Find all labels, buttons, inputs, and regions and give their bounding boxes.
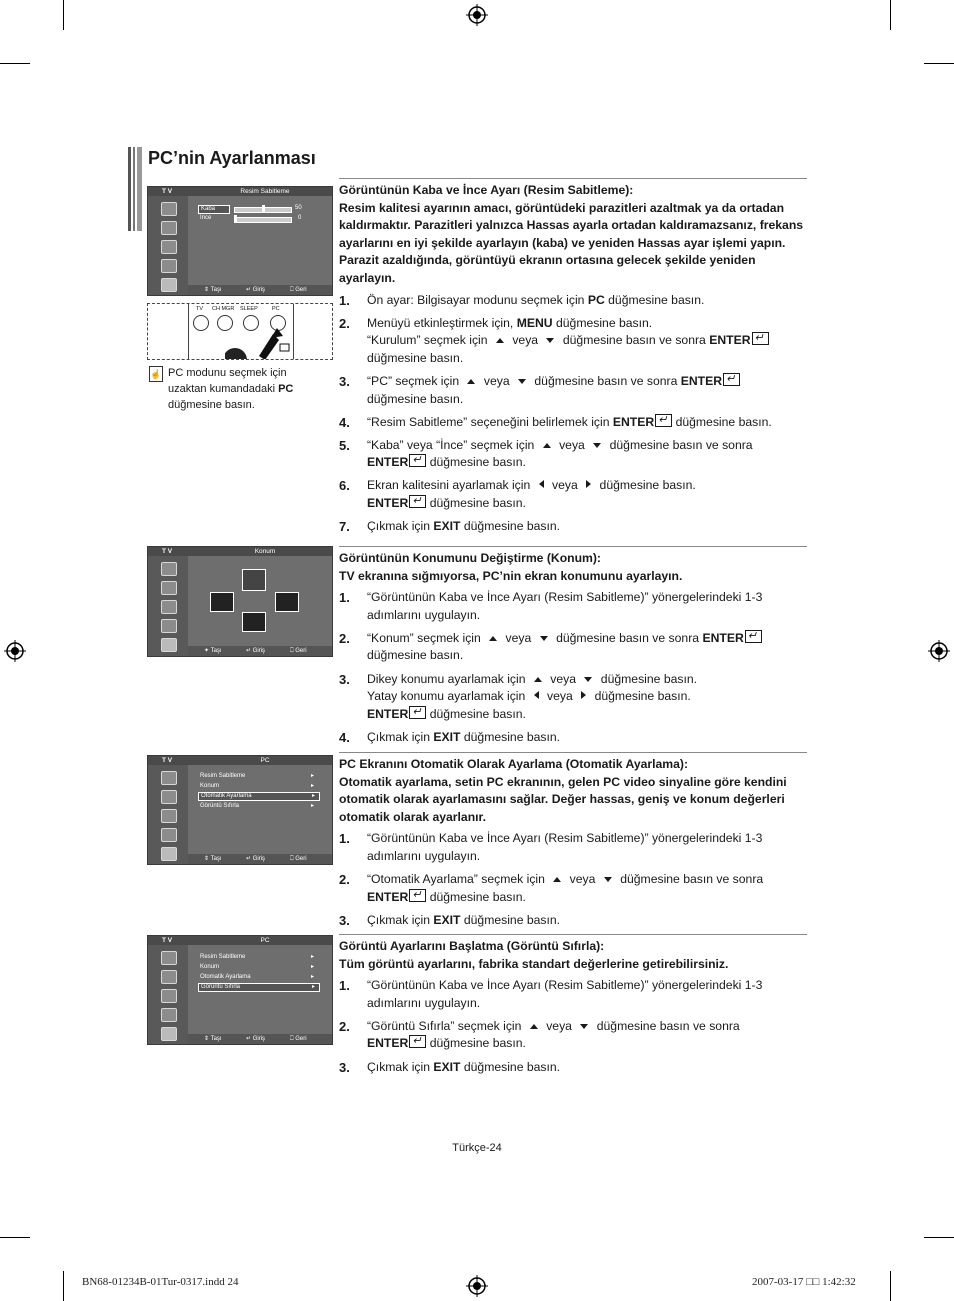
- crop-mark: [0, 1237, 30, 1238]
- step-item: [339, 589, 807, 624]
- channel-menu-icon: [161, 989, 177, 1003]
- section-intro: Otomatik ayarlama, setin PC ekranının, gelen PC video sinyaline göre kendini otomatik olarak ayarlamasını sağlar. Değer hassas, geniş ve konum değerleri otomatik olarak ayarlanır.: [339, 774, 787, 824]
- osd-menu-item: Otomatik Ayarlama ▸: [200, 974, 314, 980]
- step-item: [339, 729, 807, 747]
- input-menu-icon: [161, 638, 177, 652]
- channel-menu-icon: [161, 240, 177, 254]
- step-text: “Görüntünün Kaba ve İnce Ayarı (Resim Sabitleme)” yönergelerindeki 1-3 adımlarını uygulayın.: [367, 590, 763, 622]
- step-number: 3.: [339, 671, 350, 687]
- osd-title: Konum: [254, 548, 276, 555]
- section-heading: PC Ekranını Otomatik Olarak Ayarlama (Otomatik Ayarlama):: [339, 757, 689, 771]
- step-text: “Kaba” veya “İnce” seçmek için veya düğmesine basın ve sonra ENTER↵ düğmesine basın.: [367, 437, 807, 472]
- osd-title: PC: [260, 937, 270, 944]
- osd-menu-item-selected: Otomatik Ayarlama ▸: [198, 792, 320, 801]
- sound-menu-icon: [161, 221, 177, 235]
- step-item: [339, 315, 807, 368]
- section-heading: Görüntünün Kaba ve İnce Ayarı (Resim Sabitleme):: [339, 183, 634, 197]
- step-item: [339, 630, 807, 665]
- remote-label-pc: PC: [272, 306, 280, 312]
- step-text: “Görüntünün Kaba ve İnce Ayarı (Resim Sabitleme)” yönergelerindeki 1-3 adımlarını uygulayın.: [367, 978, 763, 1010]
- sound-menu-icon: [161, 970, 177, 984]
- step-list: [339, 292, 807, 536]
- step-item: [339, 1059, 807, 1077]
- osd-tv-label: T V: [162, 188, 173, 195]
- position-left-box: [210, 592, 234, 612]
- picture-menu-icon: [161, 771, 177, 785]
- input-menu-icon: [161, 1027, 177, 1041]
- setup-menu-icon: [161, 619, 177, 633]
- sound-menu-icon: [161, 581, 177, 595]
- osd-menu-item: Resim Sabitleme ▸: [200, 954, 314, 960]
- step-number: 2.: [339, 315, 350, 331]
- step-number: 5.: [339, 437, 350, 453]
- crop-mark: [924, 1237, 954, 1238]
- step-item: [339, 373, 807, 408]
- picture-menu-icon: [161, 562, 177, 576]
- step-number: 1.: [339, 978, 350, 994]
- step-item: [339, 871, 807, 906]
- registration-mark-icon: [466, 1275, 488, 1297]
- step-number: 2.: [339, 630, 350, 646]
- coarse-value: 50: [295, 205, 302, 211]
- picture-menu-icon: [161, 951, 177, 965]
- registration-mark-icon: [4, 640, 26, 662]
- registration-mark-icon: [928, 640, 950, 662]
- step-number: 1.: [339, 292, 350, 308]
- fine-value: 0: [298, 215, 302, 221]
- remote-control-illustration: [147, 303, 333, 360]
- step-item: [339, 292, 807, 310]
- step-number: 3.: [339, 1059, 350, 1075]
- step-text: “PC” seçmek için veya düğmesine basın ve sonra ENTER↵ düğmesine basın.: [367, 373, 807, 408]
- position-down-box: [242, 612, 266, 632]
- section-heading: Görüntünün Konumunu Değiştirme (Konum):: [339, 551, 601, 565]
- step-list: [339, 977, 807, 1076]
- step-text: Menüyü etkinleştirmek için, MENU düğmesine basın. “Kurulum” seçmek için veya düğmesine basın ve sonra ENTER↵ düğmesine basın.: [367, 315, 807, 368]
- registration-mark-icon: [466, 4, 488, 26]
- osd-screen-image-reset: [147, 935, 333, 1045]
- step-item: [339, 518, 807, 536]
- step-number: 2.: [339, 872, 350, 888]
- osd-nav-bar: ⇕ Taşı ↵ Giriş ⎕ Geri: [188, 1034, 332, 1044]
- print-date-info: 2007-03-17 □□ 1:42:32: [752, 1276, 856, 1288]
- fine-label: İnce: [200, 215, 212, 221]
- fine-slider: [234, 217, 292, 223]
- osd-title: Resim Sabitleme: [240, 188, 290, 195]
- osd-nav-bar: ⇕ Taşı ↵ Giriş ⎕ Geri: [188, 285, 332, 295]
- step-item: [339, 977, 807, 1012]
- osd-menu-item: Görüntü Sıfırla ▸: [200, 803, 314, 809]
- osd-tv-label: T V: [162, 937, 173, 944]
- step-item: [339, 1018, 807, 1053]
- osd-tv-label: T V: [162, 757, 173, 764]
- channel-menu-icon: [161, 600, 177, 614]
- step-item: [339, 437, 807, 472]
- page-number: Türkçe-24: [452, 1142, 502, 1154]
- step-number: 6.: [339, 478, 350, 494]
- step-item: [339, 477, 807, 512]
- position-up-box: [242, 569, 266, 591]
- step-text: “Görüntü Sıfırla” seçmek için veya düğmesine basın ve sonra ENTER↵ düğmesine basın.: [367, 1018, 807, 1053]
- section-heading: Görüntü Ayarlarını Başlatma (Görüntü Sıfırla):: [339, 939, 605, 953]
- osd-nav-bar: ⇕ Taşı ↵ Giriş ⎕ Geri: [188, 854, 332, 864]
- step-number: 1.: [339, 590, 350, 606]
- remote-label-tv: TV: [196, 306, 204, 312]
- remote-label-sleep: SLEEP: [240, 306, 258, 312]
- step-item: [339, 671, 807, 724]
- step-number: 4.: [339, 414, 350, 430]
- step-text: Çıkmak için EXIT düğmesine basın.: [367, 729, 561, 744]
- step-number: 3.: [339, 912, 350, 928]
- osd-menu-item-selected: Görüntü Sıfırla ▸: [198, 983, 320, 992]
- input-menu-icon: [161, 278, 177, 292]
- setup-menu-icon: [161, 1008, 177, 1022]
- step-text: “Otomatik Ayarlama” seçmek için veya düğmesine basın ve sonra ENTER↵ düğmesine basın.: [367, 871, 807, 906]
- remote-tv-button: [193, 315, 209, 331]
- channel-menu-icon: [161, 809, 177, 823]
- step-text: “Görüntünün Kaba ve İnce Ayarı (Resim Sabitleme)” yönergelerindeki 1-3 adımlarını uygulayın.: [367, 831, 763, 863]
- crop-mark: [890, 0, 891, 30]
- section-image-reset: [339, 934, 807, 1082]
- section-intro: Tüm görüntü ayarlarını, fabrika standart değerlerine getirebilirsiniz.: [339, 956, 729, 971]
- step-item: [339, 414, 807, 432]
- osd-screen-auto-adjust: [147, 755, 333, 865]
- hand-pointer-icon: [225, 326, 291, 360]
- step-text: “Konum” seçmek için veya düğmesine basın ve sonra ENTER↵ düğmesine basın.: [367, 630, 807, 665]
- crop-mark: [924, 63, 954, 64]
- osd-title: PC: [260, 757, 270, 764]
- step-text: Çıkmak için EXIT düğmesine basın.: [367, 1059, 561, 1074]
- step-list: [339, 830, 807, 929]
- osd-nav-bar: ✦ Taşı ↵ Giriş ⎕ Geri: [188, 646, 332, 656]
- osd-tv-label: T V: [162, 548, 173, 555]
- crop-mark: [890, 1271, 891, 1301]
- section-image-lock: [339, 178, 807, 541]
- remote-label-chmgr: CH MGR: [212, 306, 235, 312]
- print-file-info: BN68-01234B-01Tur-0317.indd 24: [82, 1276, 239, 1288]
- setup-menu-icon: [161, 828, 177, 842]
- step-text: Dikey konumu ayarlamak için veya düğmesine basın. Yatay konumu ayarlamak için veya düğmesine basın. ENTER↵ düğmesine basın.: [367, 671, 807, 724]
- step-text: “Resim Sabitleme” seçeneğini belirlemek için ENTER↵ düğmesine basın.: [367, 414, 807, 432]
- step-list: [339, 589, 807, 746]
- fine-slider-knob: [234, 215, 237, 223]
- osd-menu-item: Konum ▸: [200, 783, 314, 789]
- step-text: Çıkmak için EXIT düğmesine basın.: [367, 912, 561, 927]
- osd-screen-position: [147, 546, 333, 657]
- heading-accent-bar: [128, 147, 142, 231]
- section-auto-adjust: [339, 752, 807, 935]
- page-title: PC’nin Ayarlanması: [148, 148, 316, 168]
- step-text: Ekran kalitesini ayarlamak için veya düğmesine basın. ENTER↵ düğmesine basın.: [367, 477, 807, 512]
- osd-menu-item: Konum ▸: [200, 964, 314, 970]
- step-number: 7.: [339, 519, 350, 535]
- step-text: Ön ayar: Bilgisayar modunu seçmek için PC düğmesine basın.: [367, 292, 705, 307]
- crop-mark: [0, 63, 30, 64]
- osd-row-coarse: Kaba: [198, 205, 230, 214]
- picture-menu-icon: [161, 202, 177, 216]
- remote-note: PC modunu seçmek için uzaktan kumandadaki PC düğmesine basın.: [168, 367, 294, 411]
- crop-mark: [63, 0, 64, 30]
- osd-menu-item: Resim Sabitleme ▸: [200, 773, 314, 779]
- section-intro: TV ekranına sığmıyorsa, PC’nin ekran konumunu ayarlayın.: [339, 568, 683, 583]
- input-menu-icon: [161, 847, 177, 861]
- step-number: 1.: [339, 831, 350, 847]
- setup-menu-icon: [161, 259, 177, 273]
- osd-screen-image-lock: [147, 186, 333, 296]
- coarse-slider-knob: [262, 205, 265, 213]
- section-intro: Resim kalitesi ayarının amacı, görüntüdeki parazitleri azaltmak ya da ortadan kaldırmaktır. Parazitleri yalnızca Hassas ayarla ortadan kaldıramazsanız, frekans ayarlarını en iyi şekilde ayarlayın (kaba) ve yeniden Hassas ayar işlemi yapın. Parazit azaldığında, görüntüyü ekranın ortasına gelecek şekilde yeniden ayarlayın.: [339, 200, 804, 285]
- step-item: [339, 912, 807, 930]
- sound-menu-icon: [161, 790, 177, 804]
- crop-mark: [63, 1271, 64, 1301]
- step-item: [339, 830, 807, 865]
- step-number: 2.: [339, 1018, 350, 1034]
- step-number: 3.: [339, 373, 350, 389]
- note-hand-icon: ☝: [149, 366, 163, 382]
- step-number: 4.: [339, 729, 350, 745]
- step-text: Çıkmak için EXIT düğmesine basın.: [367, 519, 561, 534]
- section-position: [339, 546, 807, 752]
- position-right-box: [275, 592, 299, 612]
